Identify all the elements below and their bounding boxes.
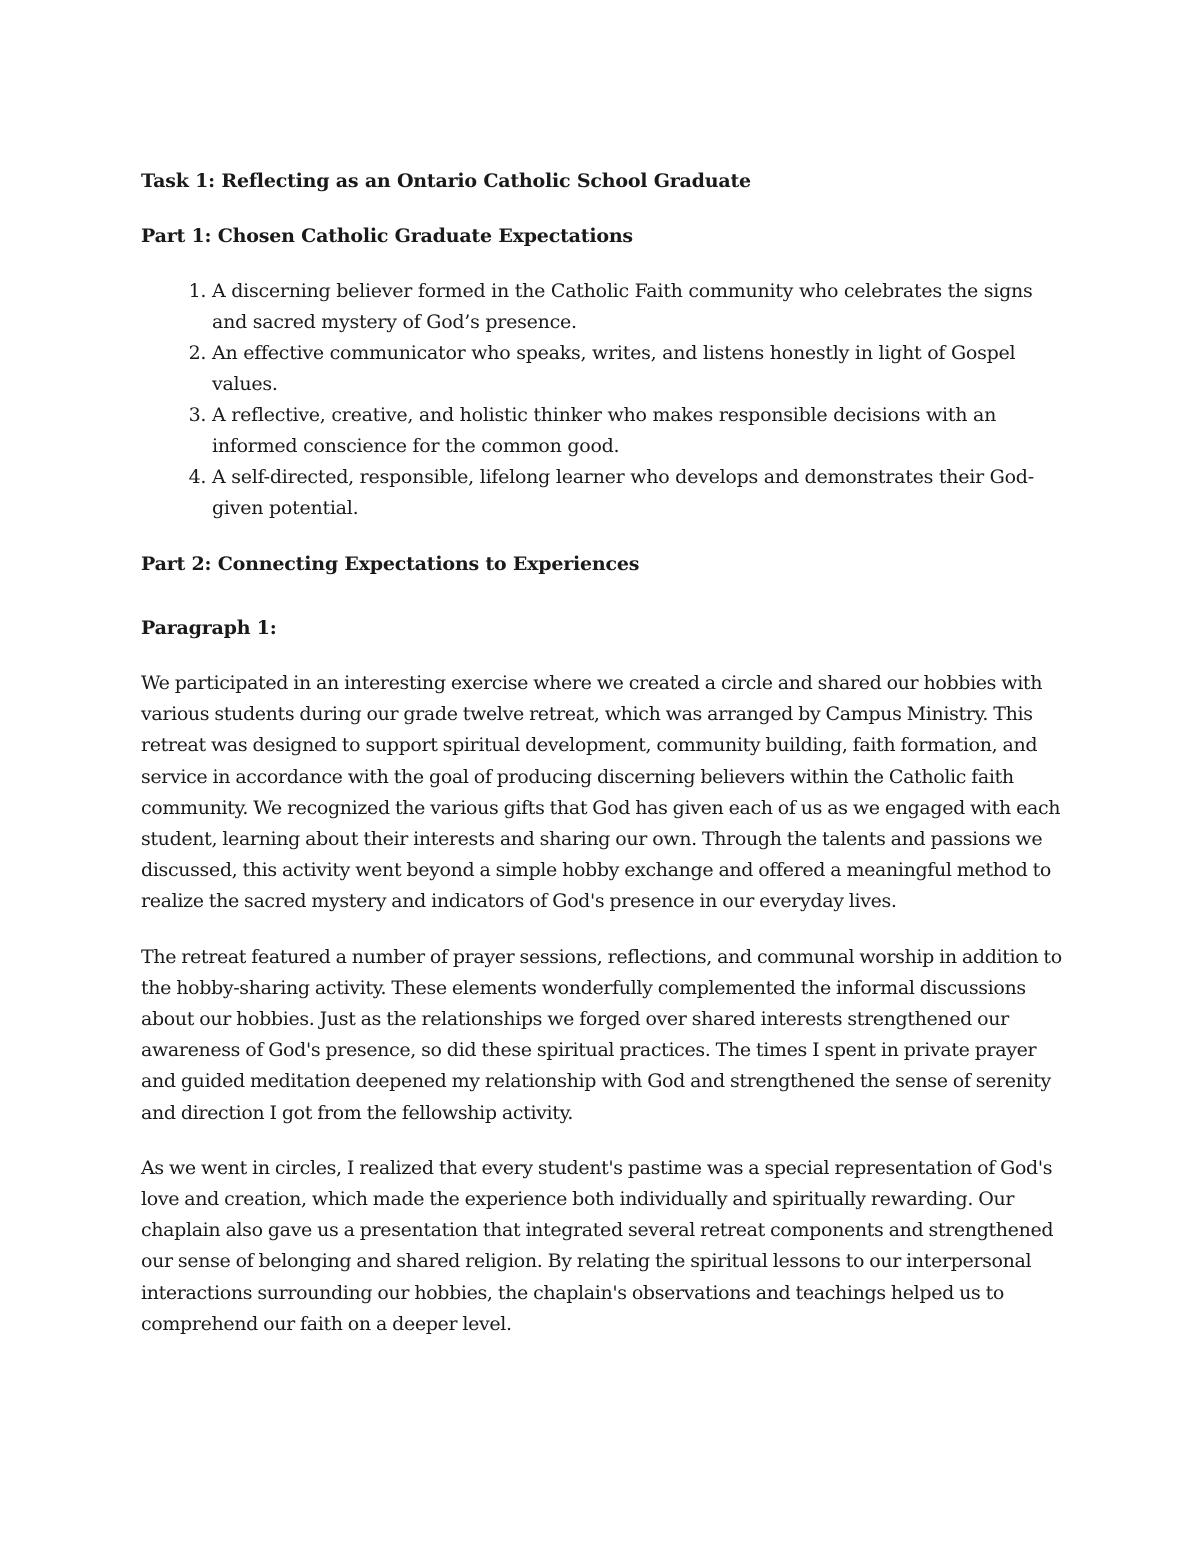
body-paragraph: The retreat featured a number of prayer sessions, reflections, and communal worship in addition to the hobby-sharing activity. These elements wonderfully complemented the informal discussions about our hobbies. Just as the relationships we forged over shared interests strengthened our awareness of God's presence, so did these spiritual practices. The times I spent in private prayer and guided meditation deepened my relationship with God and strengthened the sense of serenity and direction I got from the fellowship activity.	[141, 945, 1062, 1124]
expectation-item: 3. A reflective, creative, and holistic thinker who makes responsible decisions with an informed conscience for the common good.	[212, 400, 1066, 462]
body-paragraph: We participated in an interesting exercise where we created a circle and shared our hobbies with various students during our grade twelve retreat, which was arranged by Campus Ministry. This retreat was designed to support spiritual development, community building, faith formation, and service in accordance with the goal of producing discerning believers within the Catholic faith community. We recognized the various gifts that God has given each of us as we engaged with each student, learning about their interests and sharing our own. Through the talents and passions we discussed, this activity went beyond a simple hobby exchange and offered a meaningful method to realize the sacred mystery and indicators of God's presence in our everyday lives.	[141, 672, 1061, 913]
part1-title: Part 1: Chosen Catholic Graduate Expectations	[141, 225, 633, 247]
expectation-item: 1. A discerning believer formed in the Catholic Faith community who celebrates the signs and sacred mystery of God’s presence.	[212, 276, 1066, 338]
expectation-item: 2. An effective communicator who speaks, writes, and listens honestly in light of Gospel values.	[212, 338, 1066, 400]
paragraph-label: Paragraph 1:	[141, 617, 277, 639]
expectation-item: 4. A self-directed, responsible, lifelong learner who develops and demonstrates their God-given potential.	[212, 462, 1066, 524]
document-body	[141, 166, 1066, 1364]
task-title: Task 1: Reflecting as an Ontario Catholic School Graduate	[141, 170, 751, 192]
part2-title: Part 2: Connecting Expectations to Experiences	[141, 553, 640, 575]
body-paragraph: As we went in circles, I realized that every student's pastime was a special representation of God's love and creation, which made the experience both individually and spiritually rewarding. Our chaplain also gave us a presentation that integrated several retreat components and strengthened our sense of belonging and shared religion. By relating the spiritual lessons to our interpersonal interactions surrounding our hobbies, the chaplain's observations and teachings helped us to comprehend our faith on a deeper level.	[141, 1156, 1054, 1335]
expectations-list	[141, 276, 1066, 524]
